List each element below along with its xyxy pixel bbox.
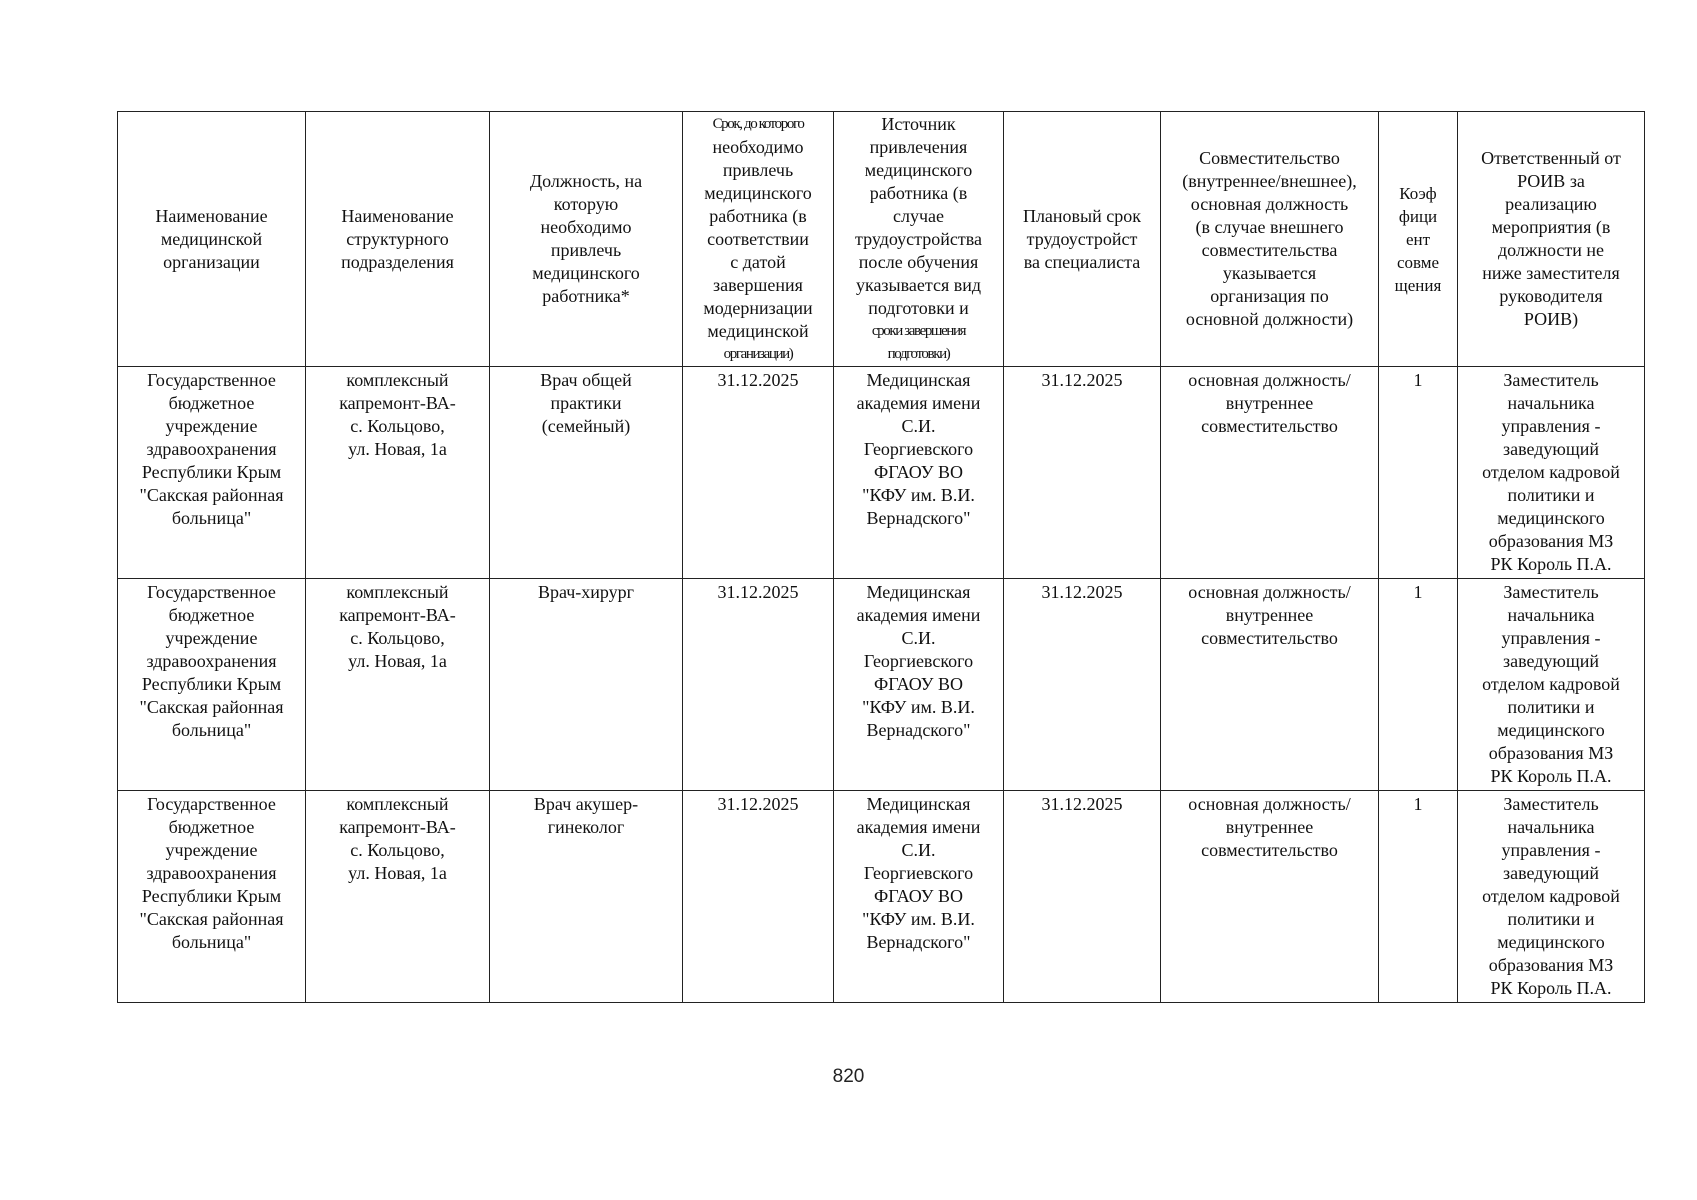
cell-line: Государственное [147, 370, 276, 390]
cell-line: управления - [1501, 628, 1601, 648]
header-position [490, 112, 683, 367]
cell-line: Наименование [341, 205, 454, 226]
cell-line: ФГАОУ ВО [873, 674, 963, 694]
cell-line: трудоустройст [1026, 228, 1138, 249]
cell-line: отделом кадровой [1482, 886, 1620, 906]
cell-line: "КФУ им. В.И. [862, 697, 975, 717]
cell-line: Медицинская [866, 582, 971, 602]
cell-line: организация по [1210, 286, 1329, 306]
cell-line: начальника [1507, 817, 1595, 837]
cell-line: структурного [346, 228, 449, 249]
cell-line: ФГАОУ ВО [873, 886, 963, 906]
cell-line: совместительство [1201, 628, 1338, 648]
cell-line: капремонт-ВА- [339, 605, 456, 625]
cell-line: Вернадского" [866, 720, 971, 740]
table-header [118, 112, 1645, 367]
cell-line: больница" [171, 508, 252, 528]
cell-line: Георгиевского [863, 651, 974, 671]
cell-line: работника (в [869, 182, 968, 203]
cell-line: ент [1405, 229, 1431, 249]
cell-line: заведующий [1503, 863, 1599, 883]
cell-line: привлечь [722, 159, 794, 180]
cell-line: Плановый срок [1022, 205, 1142, 226]
cell-line: учреждение [165, 628, 258, 648]
cell-line: основная должность/ [1188, 582, 1351, 602]
header-recruitment-deadline [683, 112, 834, 367]
cell-line: капремонт-ВА- [339, 393, 456, 413]
cell-line: Медицинская [866, 794, 971, 814]
cell-line: С.И. [901, 416, 936, 436]
cell-line: управления - [1501, 840, 1601, 860]
cell-line: подразделения [341, 251, 454, 272]
cell-line: образования МЗ [1488, 955, 1614, 975]
cell-line: совме [1396, 252, 1440, 272]
cell-part-time-coefficient [1379, 579, 1458, 791]
cell-line: 1 [1413, 370, 1423, 390]
cell-line: Республики Крым [141, 886, 282, 906]
cell-line: академия имени [856, 817, 981, 837]
header-row [118, 112, 1645, 367]
cell-line: Вернадского" [866, 508, 971, 528]
cell-line: С.И. [901, 628, 936, 648]
cell-recruitment-source [834, 367, 1004, 579]
cell-line: указывается [1222, 263, 1317, 283]
cell-line: "Сакская районная [139, 697, 284, 717]
cell-structural-unit [306, 367, 490, 579]
cell-line: с. Кольцово, [350, 628, 445, 648]
cell-part-time-status [1161, 579, 1379, 791]
cell-line: политики и [1507, 909, 1595, 929]
cell-line: (внутреннее/внешнее), [1182, 171, 1357, 191]
cell-line: 31.12.2025 [717, 370, 799, 390]
cell-line: завершения [713, 274, 803, 295]
cell-line: управления - [1501, 416, 1601, 436]
cell-line: медицинского [1497, 508, 1605, 528]
cell-organization-name [118, 579, 306, 791]
cell-organization-name [118, 367, 306, 579]
cell-line: основная должность [1190, 194, 1349, 214]
cell-line: учреждение [165, 416, 258, 436]
cell-recruitment-deadline [683, 791, 834, 1003]
cell-line: Государственное [147, 794, 276, 814]
cell-line: Медицинская [866, 370, 971, 390]
cell-line: Коэф [1399, 183, 1437, 203]
cell-position [490, 791, 683, 1003]
header-recruitment-source [834, 112, 1004, 367]
cell-line: внутреннее [1225, 605, 1314, 625]
cell-line: должности не [1497, 240, 1605, 260]
cell-line: ул. Новая, 1а [348, 863, 447, 883]
cell-line: ва специалиста [1023, 251, 1141, 272]
cell-line: РК Король П.А. [1490, 554, 1612, 574]
cell-line: руководителя [1499, 286, 1603, 306]
cell-line: работника (в [709, 205, 807, 226]
table-row [118, 579, 1645, 791]
cell-line: ул. Новая, 1а [348, 439, 447, 459]
cell-line: трудоустройства [854, 228, 982, 249]
cell-line: комплексный [346, 794, 449, 814]
cell-line: 1 [1413, 582, 1423, 602]
cell-line: (в случае внешнего [1195, 217, 1344, 237]
cell-line: 31.12.2025 [1041, 582, 1123, 602]
cell-line: с. Кольцово, [350, 416, 445, 436]
header-responsible-person [1458, 112, 1645, 367]
cell-line: учреждение [165, 840, 258, 860]
cell-line: 31.12.2025 [717, 794, 799, 814]
cell-line: Врач-хирург [537, 582, 635, 602]
cell-line: Совместительство [1199, 148, 1340, 168]
cell-line: бюджетное [168, 393, 255, 413]
cell-line: академия имени [856, 393, 981, 413]
cell-part-time-status [1161, 791, 1379, 1003]
cell-line: комплексный [346, 370, 449, 390]
cell-line: основная должность/ [1188, 794, 1351, 814]
header-organization-name [118, 112, 306, 367]
cell-line: Заместитель [1503, 794, 1599, 814]
cell-planned-employment-date [1004, 579, 1161, 791]
cell-position [490, 579, 683, 791]
cell-line: Георгиевского [863, 439, 974, 459]
cell-line: гинеколог [547, 817, 625, 837]
cell-responsible-person [1458, 367, 1645, 579]
cell-line: заведующий [1503, 439, 1599, 459]
cell-line: политики и [1507, 697, 1595, 717]
cell-line: указывается вид [855, 274, 982, 295]
cell-line: образования МЗ [1488, 531, 1614, 551]
cell-line: отделом кадровой [1482, 462, 1620, 482]
cell-line: академия имени [856, 605, 981, 625]
cell-line: Ответственный от [1481, 148, 1621, 168]
cell-line: 31.12.2025 [717, 582, 799, 602]
cell-line: организации) [723, 345, 793, 362]
cell-line: заведующий [1503, 651, 1599, 671]
staffing-table [117, 111, 1645, 1003]
cell-line: необходимо [540, 217, 632, 237]
cell-line: Государственное [147, 582, 276, 602]
cell-part-time-coefficient [1379, 791, 1458, 1003]
table-body [118, 367, 1645, 1003]
cell-structural-unit [306, 579, 490, 791]
cell-line: "Сакская районная [139, 485, 284, 505]
header-planned-employment-date [1004, 112, 1161, 367]
cell-line: начальника [1507, 393, 1595, 413]
cell-line: ФГАОУ ВО [873, 462, 963, 482]
cell-line: Наименование [155, 205, 268, 226]
cell-line: практики [550, 393, 622, 413]
page-number: 820 [832, 1066, 865, 1087]
cell-line: медицинской [160, 228, 263, 249]
cell-position [490, 367, 683, 579]
table-row [118, 367, 1645, 579]
cell-line: комплексный [346, 582, 449, 602]
cell-line: РОИВ) [1523, 309, 1579, 329]
cell-line: РОИВ за [1517, 171, 1585, 191]
cell-line: медицинского [532, 263, 640, 283]
cell-line: здравоохранения [146, 863, 277, 883]
cell-line: бюджетное [168, 605, 255, 625]
cell-line: здравоохранения [146, 439, 277, 459]
cell-line: подготовки) [887, 345, 950, 362]
cell-line: 31.12.2025 [1041, 370, 1123, 390]
cell-line: совместительство [1201, 416, 1338, 436]
cell-line: больница" [171, 932, 252, 952]
cell-line: после обучения [858, 251, 979, 272]
cell-line: РК Король П.А. [1490, 766, 1612, 786]
cell-line: Вернадского" [866, 932, 971, 952]
cell-line: фици [1398, 206, 1438, 226]
cell-organization-name [118, 791, 306, 1003]
cell-line: щения [1394, 275, 1442, 295]
cell-line: Георгиевского [863, 863, 974, 883]
cell-line: которую [553, 194, 619, 214]
cell-planned-employment-date [1004, 367, 1161, 579]
cell-line: 31.12.2025 [1041, 794, 1123, 814]
cell-line: основная должность/ [1188, 370, 1351, 390]
cell-line: Врач общей [540, 370, 632, 390]
cell-responsible-person [1458, 579, 1645, 791]
cell-line: Республики Крым [141, 462, 282, 482]
cell-line: Срок, до которого [712, 115, 804, 132]
cell-line: сроки завершения [871, 322, 966, 339]
cell-line: капремонт-ВА- [339, 817, 456, 837]
cell-recruitment-source [834, 791, 1004, 1003]
cell-line: "Сакская районная [139, 909, 284, 929]
cell-line: медицинской [707, 320, 809, 341]
cell-part-time-coefficient [1379, 367, 1458, 579]
cell-line: С.И. [901, 840, 936, 860]
cell-line: ул. Новая, 1а [348, 651, 447, 671]
cell-line: ниже заместителя [1482, 263, 1620, 283]
cell-line: Должность, на [529, 171, 643, 191]
cell-line: медицинского [1497, 932, 1605, 952]
cell-line: внутреннее [1225, 393, 1314, 413]
cell-line: совместительство [1201, 840, 1338, 860]
cell-line: с датой [730, 251, 786, 272]
cell-line: Источник [881, 113, 956, 134]
cell-line: реализацию [1505, 194, 1597, 214]
cell-line: случае [892, 205, 944, 226]
cell-line: медицинского [1497, 720, 1605, 740]
cell-line: здравоохранения [146, 651, 277, 671]
cell-line: медицинского [864, 159, 973, 180]
cell-line: 1 [1413, 794, 1423, 814]
cell-line: привлечь [550, 240, 622, 260]
cell-line: соответствии [707, 228, 809, 249]
cell-line: мероприятия (в [1491, 217, 1611, 237]
cell-line: подготовки и [868, 297, 969, 318]
cell-line: отделом кадровой [1482, 674, 1620, 694]
cell-line: с. Кольцово, [350, 840, 445, 860]
cell-line: Заместитель [1503, 582, 1599, 602]
cell-line: необходимо [712, 136, 804, 157]
cell-line: Врач акушер- [533, 794, 639, 814]
cell-line: Заместитель [1503, 370, 1599, 390]
cell-line: (семейный) [541, 416, 631, 436]
cell-part-time-status [1161, 367, 1379, 579]
header-structural-unit [306, 112, 490, 367]
cell-recruitment-deadline [683, 367, 834, 579]
table-row [118, 791, 1645, 1003]
cell-line: "КФУ им. В.И. [862, 909, 975, 929]
cell-line: основной должности) [1185, 309, 1354, 329]
cell-line: РК Король П.А. [1490, 978, 1612, 998]
cell-structural-unit [306, 791, 490, 1003]
cell-line: медицинского [704, 182, 812, 203]
cell-line: совместительства [1201, 240, 1338, 260]
cell-planned-employment-date [1004, 791, 1161, 1003]
cell-recruitment-source [834, 579, 1004, 791]
cell-line: начальника [1507, 605, 1595, 625]
cell-recruitment-deadline [683, 579, 834, 791]
cell-line: внутреннее [1225, 817, 1314, 837]
header-part-time-status [1161, 112, 1379, 367]
cell-line: политики и [1507, 485, 1595, 505]
header-part-time-coefficient [1379, 112, 1458, 367]
cell-line: работника* [542, 286, 630, 306]
cell-line: модернизации [703, 297, 813, 318]
cell-line: Республики Крым [141, 674, 282, 694]
cell-line: бюджетное [168, 817, 255, 837]
cell-line: "КФУ им. В.И. [862, 485, 975, 505]
cell-responsible-person [1458, 791, 1645, 1003]
cell-line: организации [163, 251, 260, 272]
cell-line: больница" [171, 720, 252, 740]
cell-line: привлечения [869, 136, 968, 157]
cell-line: образования МЗ [1488, 743, 1614, 763]
